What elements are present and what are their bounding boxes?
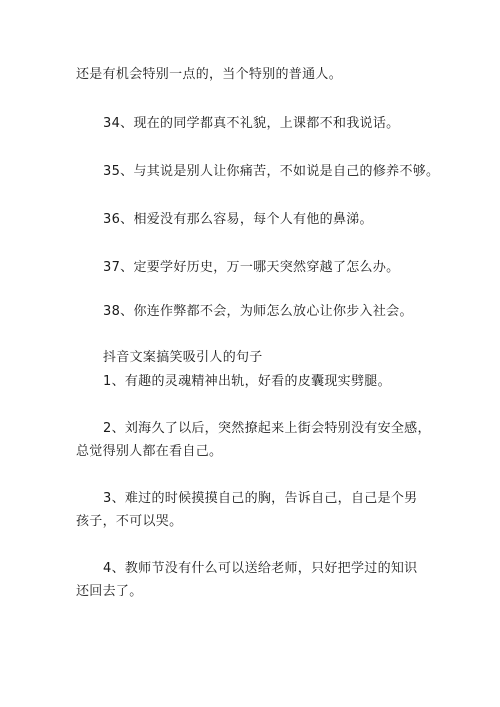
item-4-line-1: 4、教师节没有什么可以送给老师，只好把学过的知识: [103, 561, 418, 576]
item-1: 1、有趣的灵魂精神出轨，好看的皮囊现实劈腿。: [103, 374, 391, 389]
item-37: 37、定要学好历史，万一哪天突然穿越了怎么办。: [103, 260, 400, 275]
item-3-line-2: 孩子，不可以哭。: [76, 514, 183, 529]
item-4-line-2: 还回去了。: [76, 584, 143, 599]
item-34: 34、现在的同学都真不礼貌，上课都不和我说话。: [103, 116, 400, 131]
continuation-line: 还是有机会特别一点的，当个特别的普通人。: [76, 67, 343, 82]
item-3-line-1: 3、难过的时候摸摸自己的胸，告诉自己，自己是个男: [103, 491, 418, 506]
item-2-line-1: 2、刘海久了以后，突然撩起来上街会特别没有安全感，: [103, 421, 431, 436]
item-38: 38、你连作弊都不会，为师怎么放心让你步入社会。: [103, 304, 413, 319]
item-2-line-2: 总觉得别人都在看自己。: [76, 444, 223, 459]
section-heading: 抖音文案搞笑吸引人的句子: [103, 350, 263, 365]
item-36: 36、相爱没有那么容易，每个人有他的鼻涕。: [103, 212, 373, 227]
item-35: 35、与其说是别人让你痛苦，不如说是自己的修养不够。: [103, 164, 440, 179]
